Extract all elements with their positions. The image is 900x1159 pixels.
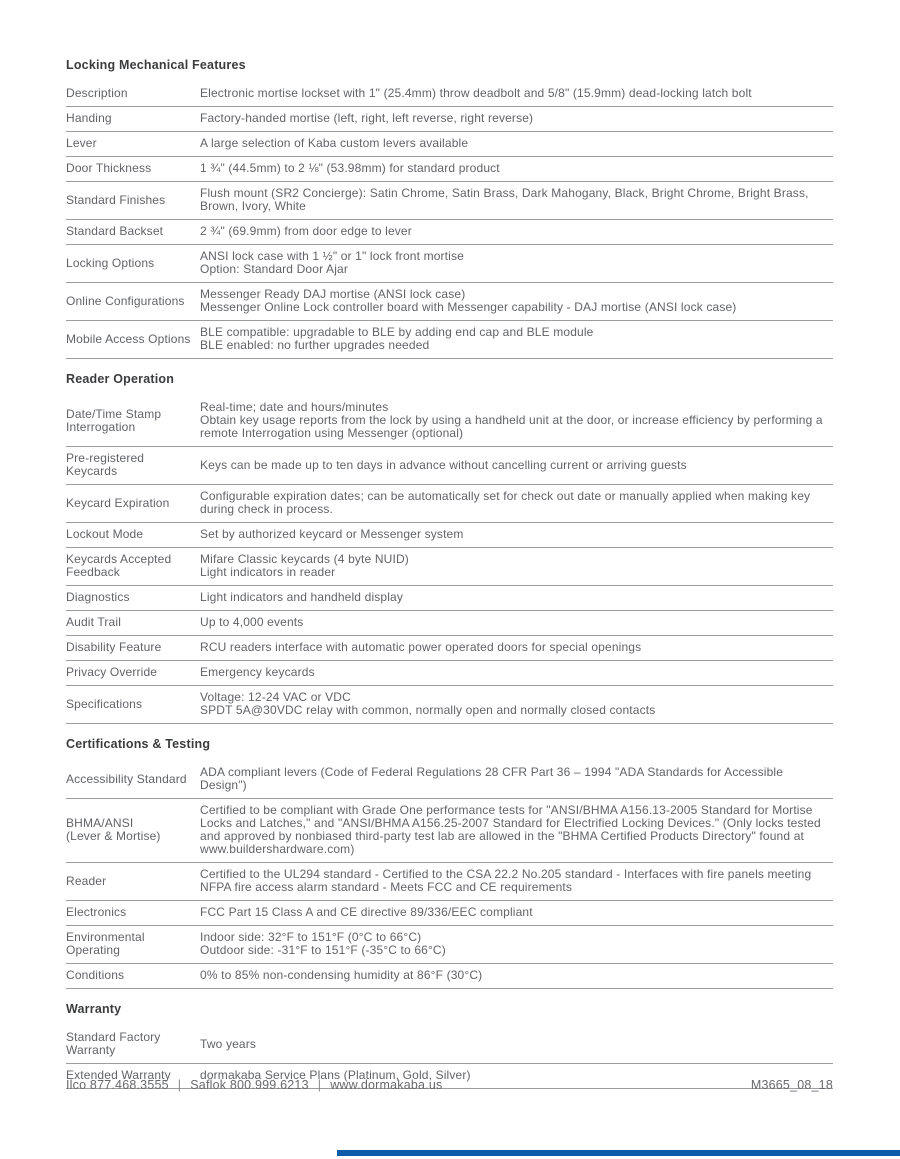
value-line: Emergency keycards	[200, 665, 315, 679]
value-line: dormakaba Service Plans (Platinum, Gold, Silver)	[200, 1068, 471, 1082]
value-line: FCC Part 15 Class A and CE directive 89/336/EEC compliant	[200, 905, 533, 919]
row-label	[66, 333, 200, 346]
value-line: Factory-handed mortise (left, right, left reverse, right reverse)	[200, 111, 534, 125]
table-row	[66, 245, 833, 283]
row-label	[66, 875, 200, 888]
table-row	[66, 686, 833, 724]
label-line: Interrogation	[66, 419, 136, 434]
row-label	[66, 408, 200, 434]
section-title: Locking Mechanical Features	[66, 58, 246, 72]
row-value	[200, 112, 833, 125]
footer-contact: Saflok 800.999.6213	[190, 1078, 309, 1092]
value-line: Electronic mortise lockset with 1" (25.4mm) throw deadbolt and 5/8" (15.9mm) dead-locking latch bolt	[200, 86, 752, 100]
row-label	[66, 452, 200, 478]
value-line: Messenger Online Lock controller board with Messenger capability - DAJ mortise (ANSI lock case)	[200, 300, 737, 314]
table-row	[66, 586, 833, 611]
row-label	[66, 194, 200, 207]
label-line: Keycards Accepted	[66, 552, 172, 566]
table-row	[66, 1026, 833, 1064]
value-line: Certified to the UL294 standard - Certified to the CSA 22.2 No.205 standard - Interfaces with fire panels meeting NFPA fire access alarm standard - Meets FCC and CE requirements	[200, 867, 812, 894]
label-line: Electronics	[66, 905, 127, 919]
row-value	[200, 326, 833, 352]
row-label	[66, 1031, 200, 1057]
label-line: Diagnostics	[66, 590, 130, 604]
row-label	[66, 553, 200, 579]
row-label	[66, 225, 200, 238]
page-footer	[66, 1078, 833, 1092]
label-line: BHMA/ANSI	[66, 816, 134, 830]
table-row	[66, 82, 833, 107]
row-value	[200, 868, 833, 894]
row-value	[200, 187, 833, 213]
value-line: SPDT 5A@30VDC relay with common, normally open and normally closed contacts	[200, 703, 656, 717]
label-line: Locking Options	[66, 255, 155, 270]
row-label	[66, 698, 200, 711]
row-value	[200, 766, 833, 792]
table-row	[66, 761, 833, 799]
label-line: Feedback	[66, 565, 120, 579]
row-value	[200, 162, 833, 175]
label-line: Handing	[66, 111, 112, 125]
label-line: Door Thickness	[66, 161, 152, 175]
table-row	[66, 863, 833, 901]
row-value	[200, 87, 833, 100]
row-value	[200, 931, 833, 957]
label-line: Standard Factory	[66, 1030, 161, 1044]
row-value	[200, 288, 833, 314]
row-value	[200, 666, 833, 679]
label-line: Environmental	[66, 930, 145, 944]
value-line: 0% to 85% non-condensing humidity at 86°F (30°C)	[200, 968, 483, 982]
label-line: Online Configurations	[66, 293, 185, 308]
row-value	[200, 528, 833, 541]
table-row	[66, 321, 833, 359]
label-line: Warranty	[66, 1043, 116, 1057]
label-line: Standard Finishes	[66, 192, 166, 207]
row-value	[200, 591, 833, 604]
row-value	[200, 401, 833, 440]
row-value	[200, 906, 833, 919]
label-line: Audit Trail	[66, 615, 122, 629]
row-value	[200, 691, 833, 717]
row-value	[200, 225, 833, 238]
section-title: Reader Operation	[66, 372, 175, 386]
spec-table	[66, 82, 833, 359]
row-value	[200, 804, 833, 856]
value-line: Keys can be made up to ten days in advance without cancelling current or arriving guests	[200, 457, 687, 472]
spec-table	[66, 396, 833, 724]
value-line: Indoor side: 32°F to 151°F (0°C to 66°C)	[200, 930, 422, 944]
row-label	[66, 295, 200, 308]
value-line: Flush mount (SR2 Concierge): Satin Chrome, Satin Brass, Dark Mahogany, Black, Bright Chrome, Bright Brass, Brown, Ivory, White	[200, 186, 809, 213]
label-line: Keycard Expiration	[66, 495, 170, 510]
row-label	[66, 817, 200, 843]
table-row	[66, 636, 833, 661]
table-row	[66, 107, 833, 132]
spec-document-body	[66, 58, 833, 1089]
row-value	[200, 553, 833, 579]
row-label	[66, 616, 200, 629]
label-line: (Lever & Mortise)	[66, 829, 161, 843]
value-line: Obtain key usage reports from the lock by using a handheld unit at the door, or increase efficiency by performing a remote Interrogation using Messenger (optional)	[200, 413, 823, 440]
row-label	[66, 162, 200, 175]
label-line: Reader	[66, 873, 107, 888]
row-label	[66, 112, 200, 125]
value-line: Set by authorized keycard or Messenger system	[200, 527, 464, 541]
row-value	[200, 641, 833, 654]
label-line: Privacy Override	[66, 665, 158, 679]
footer-contact: www.dormakaba.us	[330, 1078, 443, 1092]
row-value	[200, 616, 833, 629]
doc-code: M3665_08_18	[750, 1078, 833, 1092]
table-row	[66, 799, 833, 863]
footer-contacts	[66, 1078, 442, 1092]
label-line: Extended Warranty	[66, 1068, 171, 1082]
table-row	[66, 220, 833, 245]
label-line: Accessibility Standard	[66, 771, 187, 786]
label-line: Description	[66, 86, 128, 100]
label-line: Standard Backset	[66, 224, 164, 238]
section-title: Certifications & Testing	[66, 737, 211, 751]
row-label	[66, 137, 200, 150]
row-label	[66, 591, 200, 604]
row-value	[200, 459, 833, 472]
section-certifications-testing	[66, 737, 833, 989]
section-reader-operation	[66, 372, 833, 724]
table-row	[66, 396, 833, 447]
label-line: Disability Feature	[66, 640, 162, 654]
footer-separator: |	[317, 1078, 322, 1092]
row-label	[66, 773, 200, 786]
label-line: Mobile Access Options	[66, 331, 191, 346]
value-line: ANSI lock case with 1 ½" or 1" lock front mortise	[200, 249, 464, 263]
table-row	[66, 485, 833, 523]
table-row	[66, 611, 833, 636]
value-line: Up to 4,000 events	[200, 615, 304, 629]
value-line: RCU readers interface with automatic power operated doors for special openings	[200, 640, 642, 654]
label-line: Lockout Mode	[66, 527, 144, 541]
row-label	[66, 87, 200, 100]
table-row	[66, 548, 833, 586]
label-line: Lever	[66, 136, 97, 150]
value-line: Light indicators and handheld display	[200, 590, 404, 604]
value-line: Certified to be compliant with Grade One performance tests for "ANSI/BHMA A156.13-2005 Standard for Mortise Locks and Latches," and "ANSI/BHMA A156.25-2007 Standard for Electrified Locking Devices." (Only locks tested and approved by nonbiased third-party test lab are allowed in the "BHMA Certified Products Directory" found at www.buildershardware.com)	[200, 803, 821, 856]
row-value	[200, 490, 833, 516]
label-line: Date/Time Stamp	[66, 406, 162, 421]
value-line: A large selection of Kaba custom levers available	[200, 136, 469, 150]
row-label	[66, 666, 200, 679]
row-value	[200, 969, 833, 982]
value-line: 2 ¾" (69.9mm) from door edge to lever	[200, 224, 412, 238]
value-line: 1 ¾" (44.5mm) to 2 ⅛" (53.98mm) for standard product	[200, 161, 500, 175]
footer-separator: |	[177, 1078, 182, 1092]
value-line: Voltage: 12-24 VAC or VDC	[200, 690, 351, 704]
row-label	[66, 906, 200, 919]
table-row	[66, 157, 833, 182]
row-label	[66, 969, 200, 982]
label-line: Operating	[66, 943, 121, 957]
section-warranty	[66, 1002, 833, 1089]
row-label	[66, 641, 200, 654]
table-row	[66, 182, 833, 220]
table-row	[66, 283, 833, 321]
value-line: Messenger Ready DAJ mortise (ANSI lock case)	[200, 287, 466, 301]
value-line: Mifare Classic keycards (4 byte NUID)	[200, 552, 409, 566]
value-line: Two years	[200, 1036, 257, 1051]
table-row	[66, 132, 833, 157]
value-line: ADA compliant levers (Code of Federal Regulations 28 CFR Part 36 – 1994 "ADA Standards for Accessible Design")	[200, 765, 784, 792]
footer-contact: Ilco 877.468.3555	[66, 1078, 169, 1092]
row-label	[66, 931, 200, 957]
label-line: Conditions	[66, 968, 125, 982]
section-locking-mechanical-features	[66, 58, 833, 359]
table-row	[66, 661, 833, 686]
spec-table	[66, 761, 833, 989]
bottom-accent-bar	[337, 1150, 900, 1156]
row-value	[200, 250, 833, 276]
table-row	[66, 926, 833, 964]
table-row	[66, 447, 833, 485]
value-line: Option: Standard Door Ajar	[200, 262, 348, 276]
value-line: Outdoor side: -31°F to 151°F (-35°C to 66°C)	[200, 943, 446, 957]
table-row	[66, 964, 833, 989]
section-title: Warranty	[66, 1002, 122, 1016]
table-row	[66, 901, 833, 926]
table-row	[66, 523, 833, 548]
value-line: BLE enabled: no further upgrades needed	[200, 338, 430, 352]
row-label	[66, 257, 200, 270]
value-line: Configurable expiration dates; can be automatically set for check out date or manually applied when making key during check in process.	[200, 489, 811, 516]
value-line: Real-time; date and hours/minutes	[200, 400, 389, 414]
label-line: Pre-registered	[66, 451, 145, 465]
row-value	[200, 137, 833, 150]
row-value	[200, 1038, 833, 1051]
value-line: Light indicators in reader	[200, 565, 336, 579]
label-line: Keycards	[66, 464, 118, 478]
label-line: Specifications	[66, 696, 143, 711]
value-line: BLE compatible: upgradable to BLE by adding end cap and BLE module	[200, 325, 594, 339]
row-label	[66, 528, 200, 541]
row-label	[66, 497, 200, 510]
